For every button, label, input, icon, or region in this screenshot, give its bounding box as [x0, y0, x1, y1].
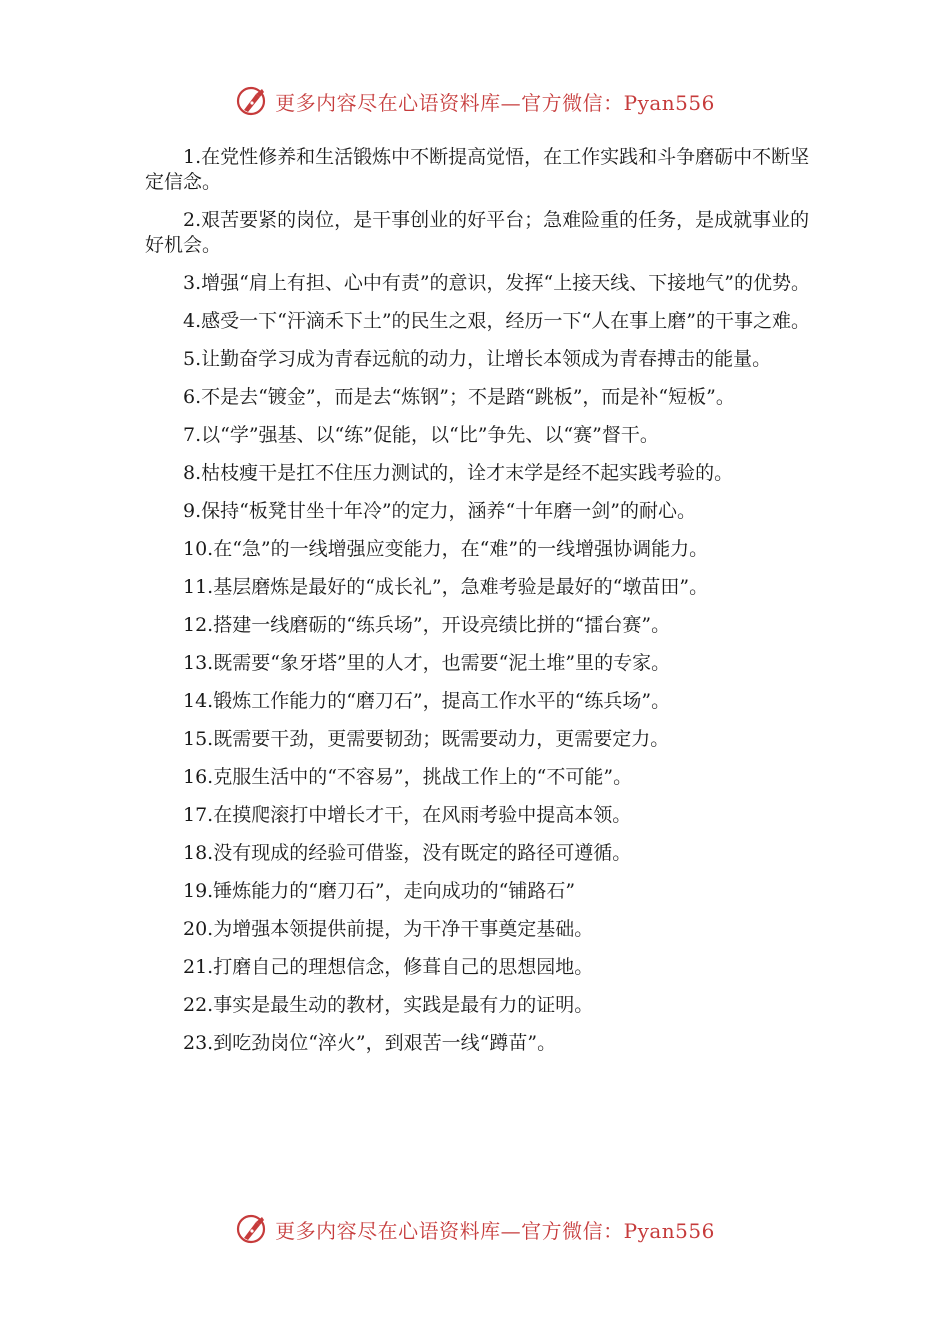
paragraph: 20.为增强本领提供前提，为干净干事奠定基础。	[183, 918, 594, 940]
paragraph: 11.基层磨炼是最好的“成长礼”，急难考验是最好的“墩苗田”。	[183, 576, 709, 598]
paragraph: 19.锤炼能力的“磨刀石”，走向成功的“铺路石”	[183, 880, 576, 902]
pen-nib-logo-icon	[235, 84, 269, 118]
paragraph: 10.在“急”的一线增强应变能力，在“难”的一线增强协调能力。	[183, 538, 709, 560]
paragraph: 9.保持“板凳甘坐十年冷”的定力，涵养“十年磨一剑”的耐心。	[183, 500, 696, 522]
paragraph: 22.事实是最生动的教材，实践是最有力的证明。	[183, 994, 594, 1016]
paragraph: 16.克服生活中的“不容易”，挑战工作上的“不可能”。	[183, 766, 633, 788]
paragraph: 18.没有现成的经验可借鉴，没有既定的路径可遵循。	[183, 842, 632, 864]
pen-nib-logo-icon	[235, 1212, 269, 1246]
paragraph: 13.既需要“象牙塔”里的人才，也需要“泥土堆”里的专家。	[183, 652, 671, 674]
footer-watermark-banner	[0, 1212, 950, 1246]
paragraph: 17.在摸爬滚打中增长才干，在风雨考验中提高本领。	[183, 804, 632, 826]
paragraph: 5.让勤奋学习成为青春远航的动力，让增长本领成为青春搏击的能量。	[183, 348, 772, 370]
paragraph: 8.枯枝瘦干是扛不住压力测试的，诠才末学是经不起实践考验的。	[183, 462, 734, 484]
paragraph: 6.不是去“镀金”，而是去“炼钢”；不是踏“跳板”，而是补“短板”。	[183, 386, 735, 408]
paragraph: 21.打磨自己的理想信念，修葺自己的思想园地。	[183, 956, 594, 978]
paragraph: 4.感受一下“汗滴禾下土”的民生之艰，经历一下“人在事上磨”的干事之难。	[183, 310, 810, 332]
paragraph: 3.增强“肩上有担、心中有责”的意识，发挥“上接天线、下接地气”的优势。	[183, 272, 810, 294]
paragraph: 12.搭建一线磨砺的“练兵场”，开设亮绩比拼的“擂台赛”。	[183, 614, 671, 636]
document-body	[145, 145, 810, 1069]
paragraph: 1.在党性修养和生活锻炼中不断提高觉悟，在工作实践和斗争磨砺中不断坚定信念。	[145, 146, 810, 193]
paragraph: 23.到吃劲岗位“淬火”，到艰苦一线“蹲苗”。	[183, 1032, 557, 1054]
paragraph: 15.既需要干劲，更需要韧劲；既需要动力，更需要定力。	[183, 728, 670, 750]
header-watermark-text: 更多内容尽在心语资料库—官方微信：Pyan556	[275, 90, 715, 115]
footer-watermark-text: 更多内容尽在心语资料库—官方微信：Pyan556	[275, 1218, 715, 1243]
header-watermark-banner	[0, 84, 950, 118]
paragraph: 2.艰苦要紧的岗位，是干事创业的好平台；急难险重的任务，是成就事业的好机会。	[145, 209, 810, 256]
paragraph: 7.以“学”强基、以“练”促能，以“比”争先、以“赛”督干。	[183, 424, 659, 446]
paragraph: 14.锻炼工作能力的“磨刀石”，提高工作水平的“练兵场”。	[183, 690, 671, 712]
